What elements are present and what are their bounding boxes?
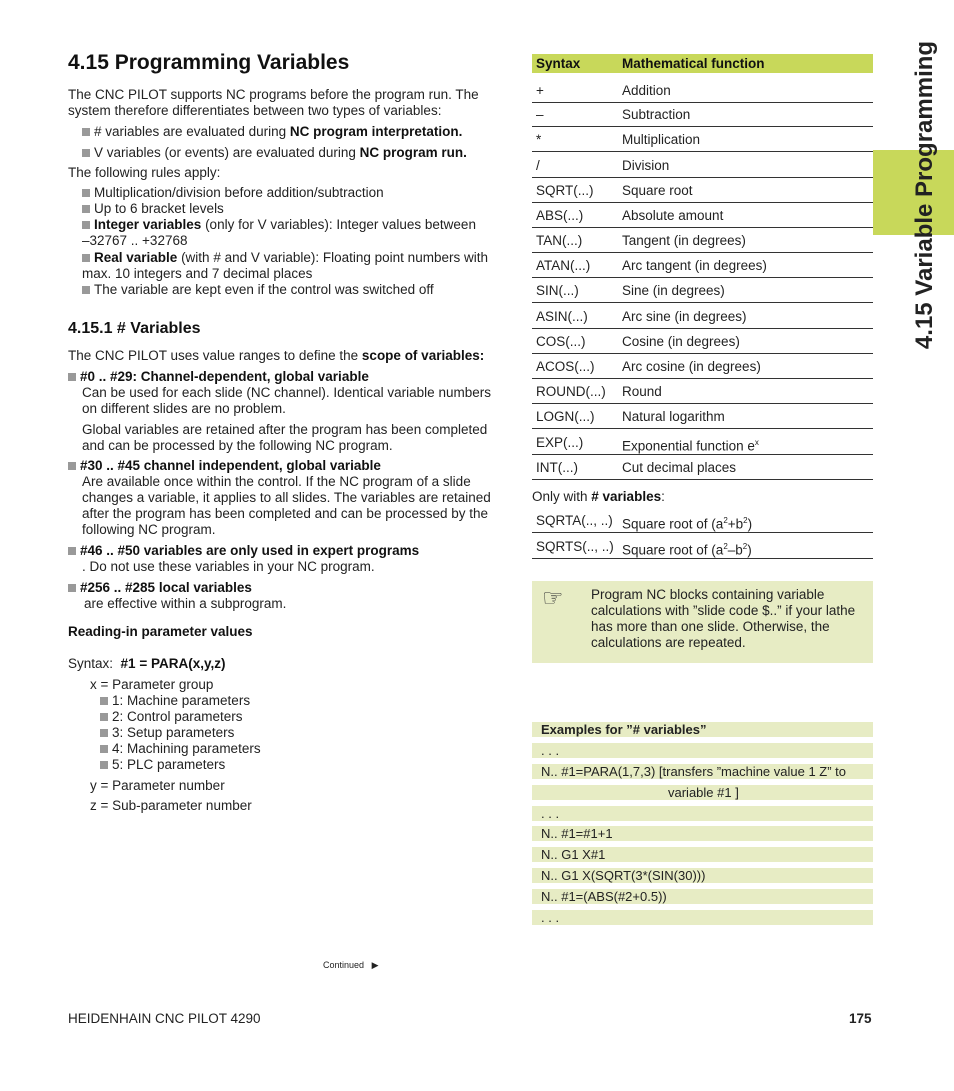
bullet-icon (100, 713, 108, 721)
scope-text: Are available once within the control. If the NC program of a slide (82, 474, 471, 489)
scope-heading: #30 .. #45 channel independent, global variable (68, 458, 508, 474)
rule-item: Multiplication/division before addition/subtraction (82, 185, 512, 201)
bullet-icon (82, 189, 90, 197)
example-line: N.. #1=PARA(1,7,3) [transfers ”machine value 1 Z” to (532, 764, 873, 779)
group-item: 2: Control parameters (100, 709, 243, 725)
continued-label: Continued ▶ (323, 960, 379, 970)
type-item: V variables (or events) are evaluated during NC program run. (82, 145, 512, 161)
y-label: y = Parameter number (90, 778, 225, 793)
scope-text: are effective within a subprogram. (84, 596, 287, 611)
example-line: N.. G1 X(SQRT(3*(SIN(30))) (532, 868, 873, 883)
page-number: 175 (849, 1011, 872, 1026)
bullet-icon (68, 584, 76, 592)
table-row: ROUND(...) Round (532, 378, 873, 404)
bullet-icon (82, 286, 90, 294)
x-label: x = Parameter group (90, 677, 214, 692)
scope-text: following NC program. (82, 522, 216, 537)
intro-paragraph: The CNC PILOT supports NC programs before the program run. The system therefore differentiates between two types of variables: (68, 87, 479, 118)
table-row: ATAN(...) Arc tangent (in degrees) (532, 252, 873, 278)
group-item: 4: Machining parameters (100, 741, 261, 757)
rule-item: The variable are kept even if the control was switched off (82, 282, 512, 298)
bullet-icon (100, 697, 108, 705)
scope-text: on different slides are no problem. (82, 401, 286, 416)
rules-intro: The following rules apply: (68, 165, 221, 180)
scope-heading: #46 .. #50 variables are only used in expert programs (68, 543, 508, 559)
group-item: 5: PLC parameters (100, 757, 225, 773)
example-line: . . . (532, 806, 873, 821)
header-function: Mathematical function (622, 56, 765, 71)
scope-text: Global variables are retained after the program has been completed (82, 422, 488, 437)
table-row: LOGN(...) Natural logarithm (532, 403, 873, 429)
bullet-icon (68, 547, 76, 555)
footer-title: HEIDENHAIN CNC PILOT 4290 (68, 1011, 261, 1026)
subsection-title: 4.15.1 # Variables (68, 320, 201, 337)
table-row: * Multiplication (532, 126, 873, 152)
scope-text: Can be used for each slide (NC channel). Identical variable numbers (82, 385, 491, 400)
example-line: . . . (532, 743, 873, 758)
bullet-icon (82, 149, 90, 157)
scope-heading: #0 .. #29: Channel-dependent, global variable (68, 369, 508, 385)
rule-item-cont: max. 10 integers and 7 decimal places (82, 266, 313, 281)
syntax-line: Syntax: #1 = PARA(x,y,z) (68, 656, 226, 671)
scope-text: . Do not use these variables in your NC program. (82, 559, 375, 574)
table-row: ASIN(...) Arc sine (in degrees) (532, 303, 873, 329)
z-label: z = Sub-parameter number (90, 798, 252, 813)
example-line: N.. #1=(ABS(#2+0.5)) (532, 889, 873, 904)
bullet-icon (68, 373, 76, 381)
example-line: N.. G1 X#1 (532, 847, 873, 862)
table-row: – Subtraction (532, 101, 873, 127)
scope-heading: #256 .. #285 local variables (68, 580, 508, 596)
reading-title: Reading-in parameter values (68, 624, 253, 639)
table-header (532, 54, 873, 73)
table-row: SIN(...) Sine (in degrees) (532, 277, 873, 303)
arrow-right-icon: ▶ (371, 960, 379, 970)
examples-title: Examples for ”# variables” (532, 722, 873, 737)
table-row: COS(...) Cosine (in degrees) (532, 328, 873, 354)
note-text: Program NC blocks containing variable calculations with ”slide code $..” if your lathe has more than one slide. Otherwise, the calculations are repeated. (591, 587, 856, 650)
page-title: 4.15 Programming Variables (68, 51, 350, 74)
table-row: SQRTA(.., ..) Square root of $(a^2+b^2)$ (532, 507, 873, 533)
scope-text: changes a variable, it applies to all slides. The variables are retained (82, 490, 491, 505)
bullet-icon (82, 221, 90, 229)
table-row: SQRTS(.., ..) Square root of $(a^2-b^2)$ (532, 533, 873, 559)
table-row: TAN(...) Tangent (in degrees) (532, 227, 873, 253)
type-item: # variables are evaluated during NC program interpretation. (82, 124, 512, 140)
rule-item: Up to 6 bracket levels (82, 201, 512, 217)
bullet-icon (82, 254, 90, 262)
scope-text: after the program has been completed and can be processed by the (82, 506, 489, 521)
table-row: ACOS(...) Arc cosine (in degrees) (532, 353, 873, 379)
example-line: . . . (532, 910, 873, 925)
scope-text: and can be processed by the following NC program. (82, 438, 393, 453)
table-row: / Division (532, 152, 873, 178)
bullet-icon (100, 745, 108, 753)
side-tab-title: 4.15 Variable Programming (911, 40, 938, 350)
table-row: + Addition (532, 77, 873, 103)
note-box (532, 581, 873, 663)
example-line: N.. #1=#1+1 (532, 826, 873, 841)
table-row: EXP(...) Exponential function $e^x$ (532, 429, 873, 455)
header-syntax: Syntax (536, 56, 581, 71)
bullet-icon (100, 761, 108, 769)
bullet-icon (82, 128, 90, 136)
example-line: variable #1 ] (532, 785, 873, 800)
group-item: 1: Machine parameters (100, 693, 250, 709)
bullet-icon (82, 205, 90, 213)
rule-item: Real variable (with # and V variable): Floating point numbers with (82, 250, 512, 266)
rule-item: Integer variables (only for V variables): Integer values between (82, 217, 512, 233)
table-row: INT(...) Cut decimal places (532, 454, 873, 480)
group-item: 3: Setup parameters (100, 725, 234, 741)
bullet-icon (100, 729, 108, 737)
bullet-icon (68, 462, 76, 470)
table-row: SQRT(...) Square root (532, 177, 873, 203)
rule-item-cont: –32767 .. +32768 (82, 233, 188, 248)
scope-intro: The CNC PILOT uses value ranges to define the scope of variables: (68, 348, 485, 363)
only-label: Only with # variables: (532, 489, 665, 504)
pointing-hand-icon: ☞ (542, 585, 564, 612)
table-row: ABS(...) Absolute amount (532, 202, 873, 228)
